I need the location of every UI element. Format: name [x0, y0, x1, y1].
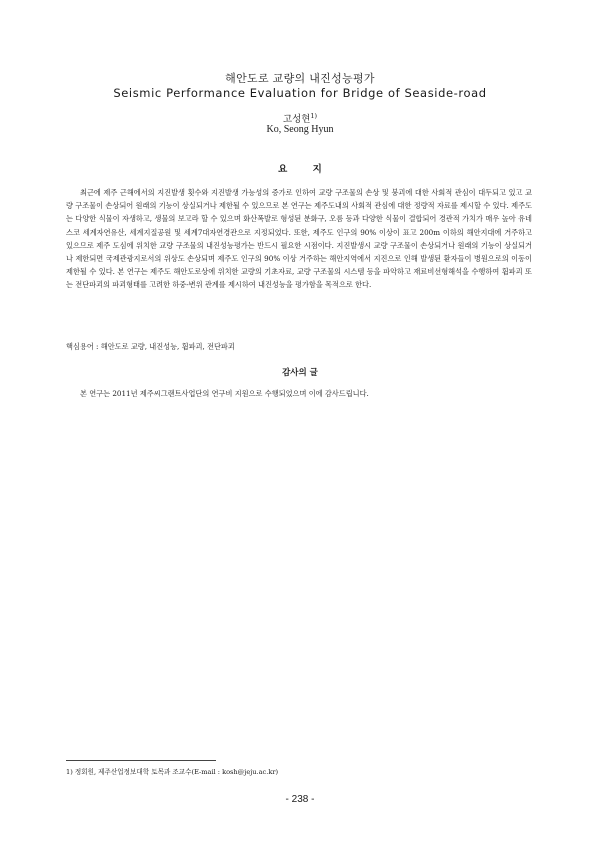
- acknowledgment-text: 본 연구는 2011년 제주씨그랜트사업단의 연구비 지원으로 수행되었으며 이에 감사드립니다.: [80, 389, 369, 398]
- paper-title-korean: 해안도로 교량의 내진성능평가: [225, 72, 375, 85]
- abstract-body: [66, 186, 532, 292]
- keywords-line: 핵심용어 : 해안도로 교량, 내진성능, 휨파괴, 전단파괴: [66, 342, 235, 351]
- abstract-paragraph: 최근에 제주 근해에서의 지진발생 횟수와 지진발생 가능성의 증가로 인하여 교량 구조물의 손상 및 붕괴에 대한 사회적 관심이 대두되고 있고 교량 구조물이 손상되어 원래의 기능이 상실되거나 제한될 수 있으므로 본 연구는 제주도내의 사회적 관심에 대한 정량적 자료를 제시할 수 있다. 제주도는 다양한 식물이 자생하고, 생물의 보고라 할 수 있으며 화산폭발로 형성된 분화구, 오름 등과 다양한 식물이 결합되어 경관적 가치가 매우 높아 유네스코 세계자연유산, 세계지질공원 및 세계7대자연경관으로 지정되었다. 또한, 제주도 인구의 90% 이상이 표고 200m 이하의 해안지대에 거주하고 있으므로 제주 도심에 위치한 교량 구조물의 내진성능평가는 반드시 필요한 시점이다. 지진발생시 교량 구조물이 손상되거나 원래의 기능이 상실되거나 제한되면 국제관광지로서의 위상도 손상되며 제주도 인구의 90% 이상 거주하는 해안지역에서 지진으로 인해 발생된 환자들이 병원으로의 이동이 제한될 수 있다. 본 연구는 제주도 해안도로상에 위치한 교량의 기초자료, 교량 구조물의 시스템 등을 파악하고 재료비선형해석을 수행하여 휨파괴 또는 전단파괴의 파괴형태를 고려한 하중-변위 관계를 제시하여 내진성능을 평가함을 목적으로 한다.: [66, 188, 532, 290]
- page-number: - 238 -: [285, 794, 315, 805]
- abstract-heading: 요 지: [278, 164, 322, 175]
- author-name-english: Ko, Seong Hyun: [266, 124, 334, 135]
- acknowledgment-heading: 감사의 글: [282, 368, 318, 378]
- footnote: 1) 정회원, 제주산업정보대학 토목과 조교수(E-mail : kosh@jeju.ac.kr): [66, 768, 279, 776]
- author-name-korean-text: 고성현: [282, 114, 311, 125]
- author-footnote-mark: 1): [310, 111, 318, 120]
- author-name-korean: [0, 111, 600, 125]
- footnote-divider: [66, 760, 216, 761]
- paper-title-english: Seismic Performance Evaluation for Bridge of Seaside-road: [113, 86, 487, 100]
